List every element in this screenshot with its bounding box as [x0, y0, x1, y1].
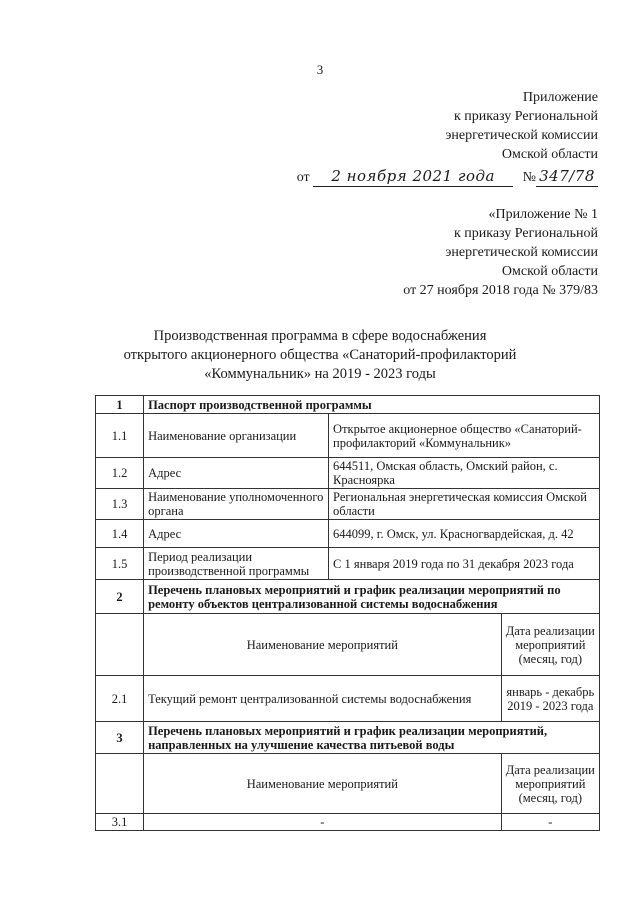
section-number: 1 — [96, 396, 144, 414]
row-value: С 1 января 2019 года по 31 декабря 2023 года — [329, 548, 600, 580]
appendix-line: Омской области — [501, 264, 598, 279]
table-row — [96, 414, 600, 458]
empty-cell — [96, 754, 144, 814]
handwritten-number: 347/78 — [536, 167, 598, 187]
row-value: Открытое акционерное общество «Санаторий- профилакторий «Коммунальник» — [329, 414, 600, 458]
empty-cell — [96, 614, 144, 676]
table-row — [96, 676, 600, 722]
appendix-line: энергетической комиссии — [445, 245, 598, 260]
document-title — [0, 327, 640, 384]
section-title: Паспорт производственной программы — [144, 396, 600, 414]
column-header-row — [96, 614, 600, 676]
section-header-row — [96, 722, 600, 754]
measure-name: - — [144, 814, 502, 831]
column-header-date: Дата реализации мероприятий (месяц, год) — [501, 754, 599, 814]
row-label: Адрес — [144, 520, 329, 548]
appendix-line: к приказу Региональной — [453, 226, 598, 241]
title-line: Производственная программа в сфере водоснабжения — [153, 328, 487, 344]
table-row — [96, 458, 600, 489]
row-number: 3.1 — [96, 814, 144, 831]
section-header-row — [96, 396, 600, 414]
row-label: Период реализации производственной программы — [144, 548, 329, 580]
column-header-date: Дата реализации мероприятий (месяц, год) — [501, 614, 599, 676]
title-line: открытого акционерного общества «Санаторий-профилакторий — [123, 347, 517, 363]
row-number: 1.3 — [96, 489, 144, 520]
number-label: № — [522, 170, 536, 185]
row-value: 644099, г. Омск, ул. Красногвардейская, д. 42 — [329, 520, 600, 548]
row-label: Наименование организации — [144, 414, 329, 458]
section-number: 2 — [96, 580, 144, 614]
page-number: 3 — [316, 62, 324, 77]
row-label: Наименование уполномоченного органа — [144, 489, 329, 520]
row-value: Региональная энергетическая комиссия Омской области — [329, 489, 600, 520]
section-title: Перечень плановых мероприятий и график реализации мероприятий, направленных на улучшение качества питьевой воды — [144, 722, 600, 754]
appendix-line: к приказу Региональной — [453, 109, 598, 124]
section-number: 3 — [96, 722, 144, 754]
column-header-row — [96, 754, 600, 814]
table-row — [96, 814, 600, 831]
row-number: 1.2 — [96, 458, 144, 489]
measure-date: - — [501, 814, 599, 831]
appendix-line: энергетической комиссии — [445, 128, 598, 143]
section-header-row — [96, 580, 600, 614]
section-title: Перечень плановых мероприятий и график реализации мероприятий по ремонту объектов централизованной системы водоснабжения — [144, 580, 600, 614]
measure-date: январь - декабрь 2019 - 2023 года — [501, 676, 599, 722]
table-row — [96, 548, 600, 580]
appendix-line: Омской области — [501, 147, 598, 162]
appendix-line: Приложение — [522, 90, 598, 105]
appendix-line: от 27 ноября 2018 года № 379/83 — [403, 283, 598, 298]
title-line: «Коммунальник» на 2019 - 2023 годы — [204, 366, 436, 382]
column-header-name: Наименование мероприятий — [144, 754, 502, 814]
row-number: 2.1 — [96, 676, 144, 722]
measure-name: Текущий ремонт централизованной системы водоснабжения — [144, 676, 502, 722]
appendix-date-line — [297, 167, 598, 187]
original-appendix-header — [403, 205, 598, 300]
row-value: 644511, Омская область, Омский район, с. Красноярка — [329, 458, 600, 489]
table-row — [96, 489, 600, 520]
column-header-name: Наименование мероприятий — [144, 614, 502, 676]
row-label: Адрес — [144, 458, 329, 489]
row-number: 1.5 — [96, 548, 144, 580]
table-row — [96, 520, 600, 548]
row-number: 1.4 — [96, 520, 144, 548]
appendix-line: «Приложение № 1 — [488, 207, 598, 222]
program-table — [95, 395, 600, 831]
row-number: 1.1 — [96, 414, 144, 458]
appendix-header — [297, 88, 598, 187]
from-label: от — [296, 170, 310, 185]
handwritten-date: 2 ноября 2021 года — [313, 167, 513, 187]
